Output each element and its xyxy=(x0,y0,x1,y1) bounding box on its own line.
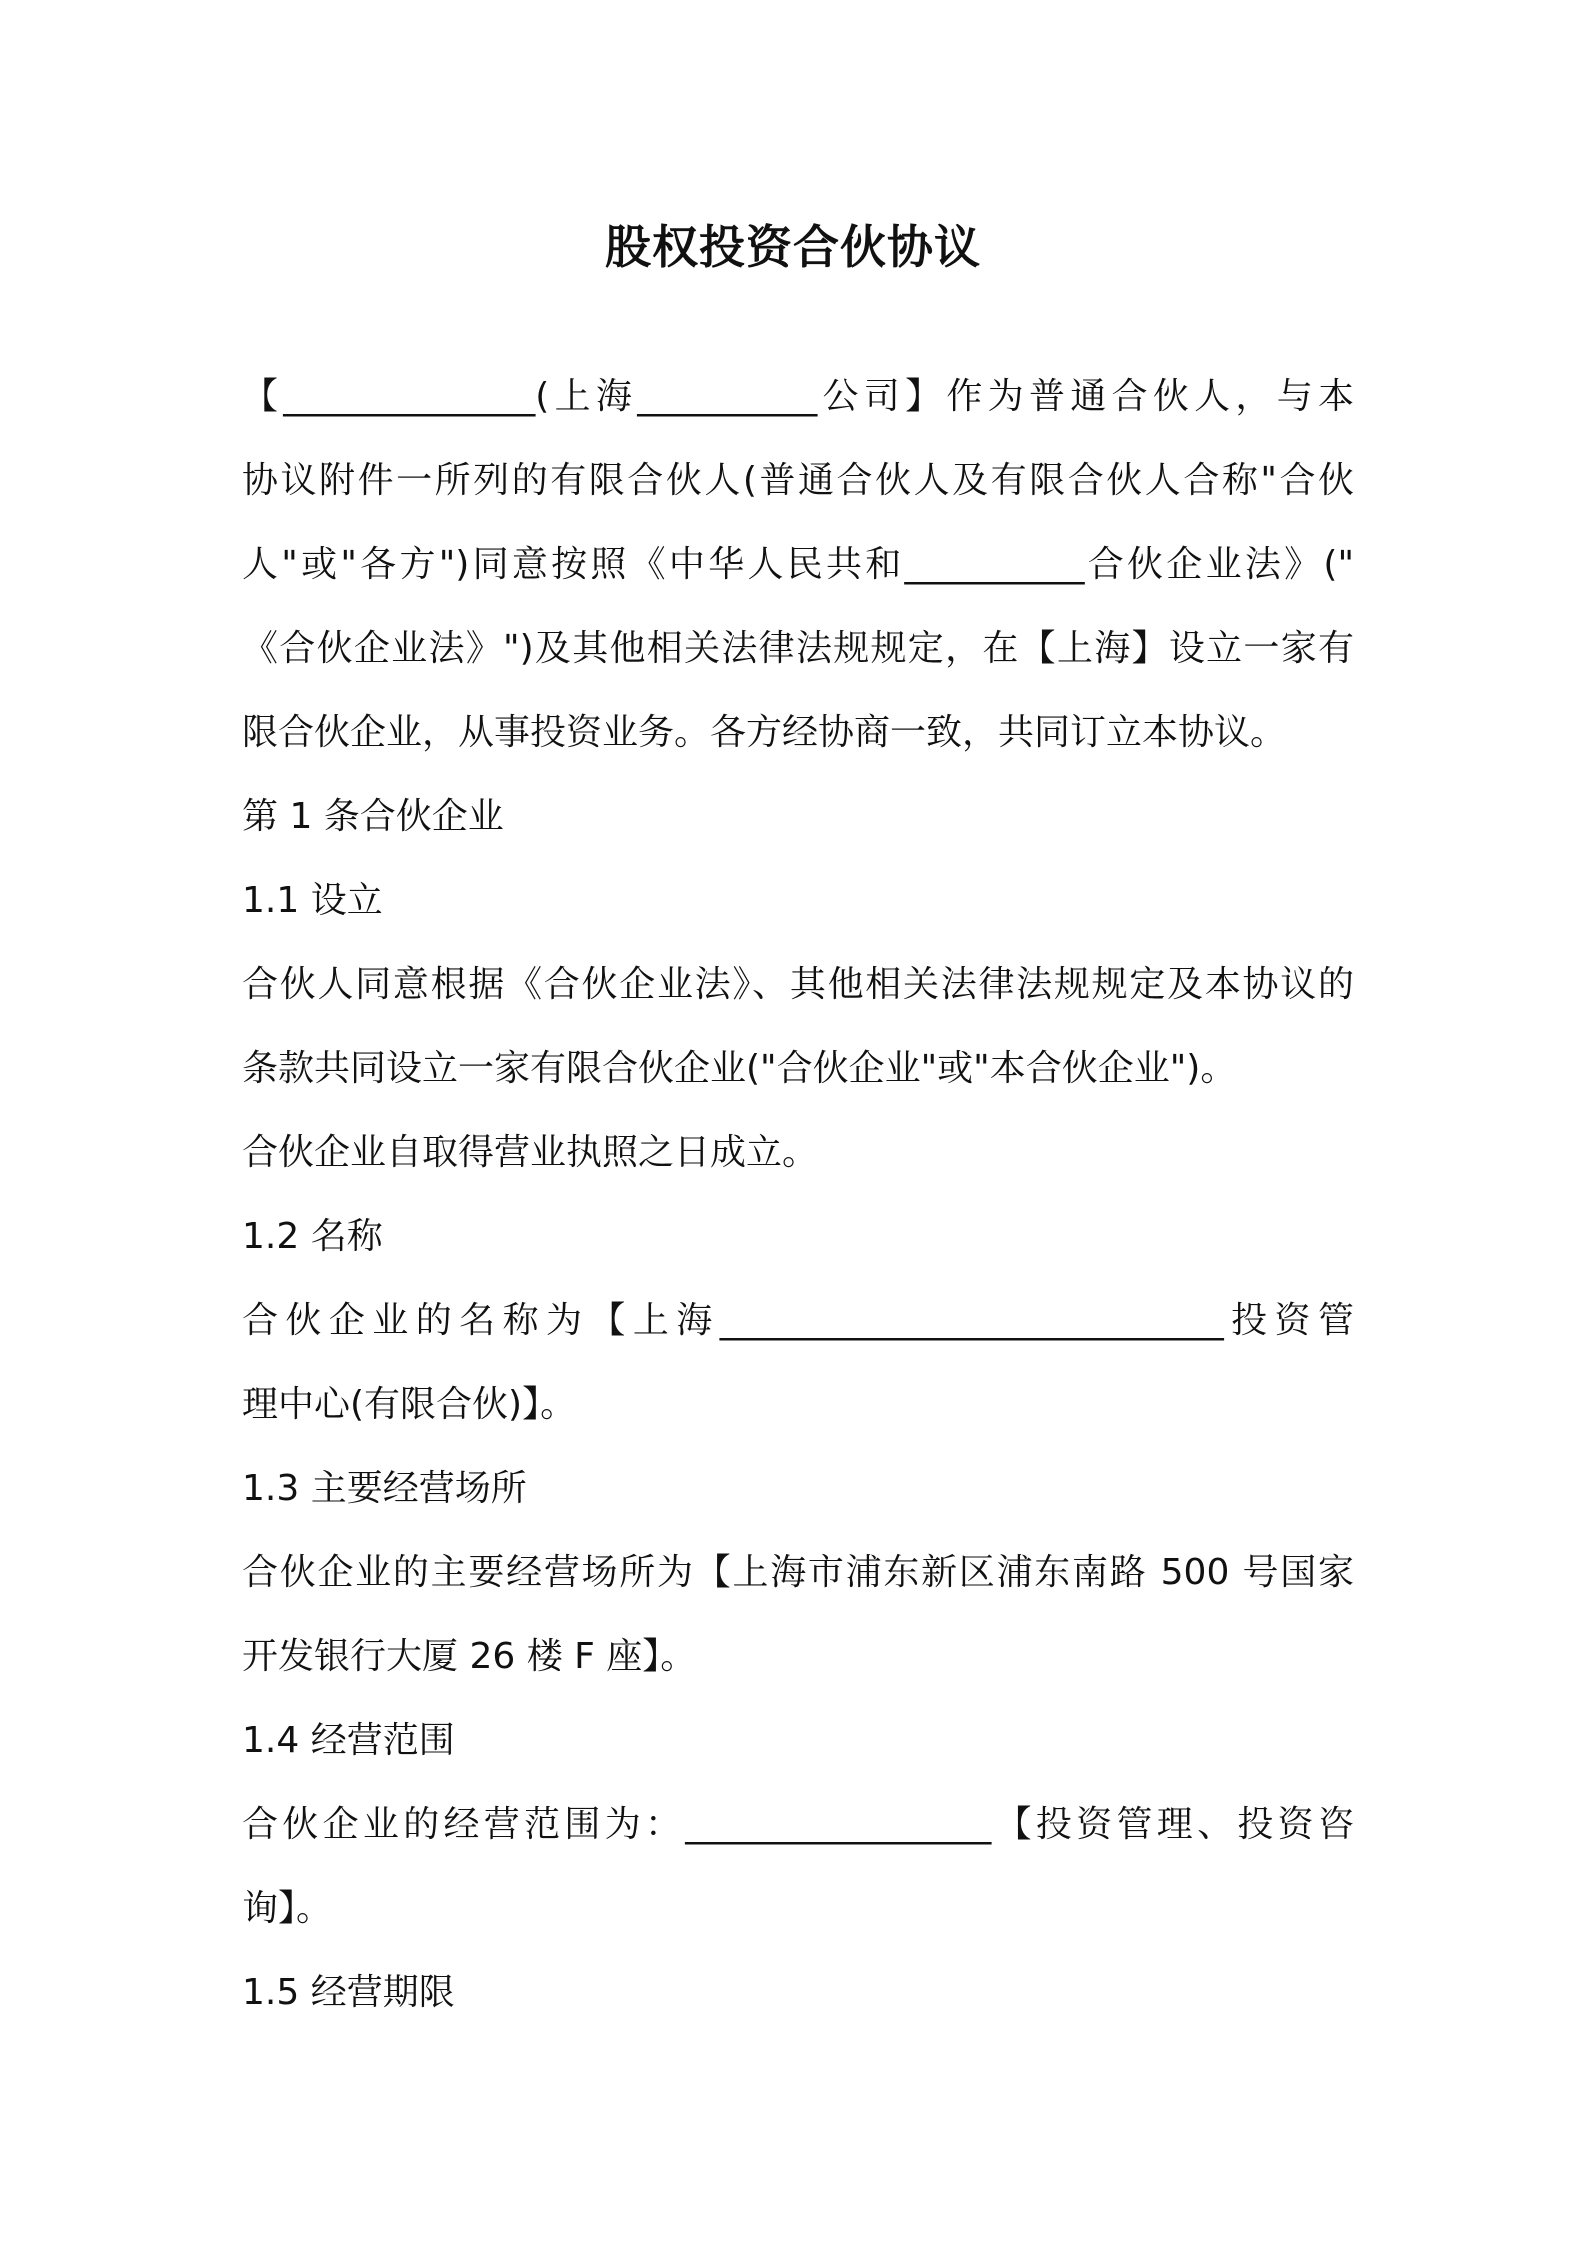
section-1-3-line-1: 合伙企业的主要经营场所为【上海市浦东新区浦东南路 500 号国家 xyxy=(242,1552,1354,1593)
section-1-1-line-3: 合伙企业自取得营业执照之日成立。 xyxy=(242,1132,819,1173)
section-1-4-heading: 1.4 经营范围 xyxy=(242,1720,455,1761)
preamble-line-1: 【______________(上海__________公司】作为普通合伙人，与本 xyxy=(242,376,1354,417)
section-1-4-line-1: 合伙企业的经营范围为：_________________【投资管理、投资咨 xyxy=(242,1804,1354,1845)
preamble-line-3: 人"或"各方")同意按照《中华人民共和__________合伙企业法》(" xyxy=(242,544,1354,585)
section-1-3-line-2: 开发银行大厦 26 楼 F 座】。 xyxy=(242,1636,697,1677)
article-1-heading: 第 1 条合伙企业 xyxy=(242,796,504,837)
section-1-1-heading: 1.1 设立 xyxy=(242,880,383,921)
section-1-2-line-2: 理中心(有限合伙)】。 xyxy=(242,1384,577,1425)
document-body xyxy=(242,355,1354,2035)
section-1-2-heading: 1.2 名称 xyxy=(242,1216,383,1257)
section-1-1-line-2: 条款共同设立一家有限合伙企业("合伙企业"或"本合伙企业")。 xyxy=(242,1048,1237,1089)
section-1-4-line-2: 询】。 xyxy=(242,1888,333,1929)
section-1-3-heading: 1.3 主要经营场所 xyxy=(242,1468,527,1509)
section-1-1-line-1: 合伙人同意根据《合伙企业法》、其他相关法律法规规定及本协议的 xyxy=(242,964,1354,1005)
section-1-5-heading: 1.5 经营期限 xyxy=(242,1972,455,2013)
preamble-line-4: 《合伙企业法》")及其他相关法律法规规定，在【上海】设立一家有 xyxy=(242,628,1354,669)
preamble-line-5: 限合伙企业，从事投资业务。各方经协商一致，共同订立本协议。 xyxy=(242,712,1287,753)
preamble-line-2: 协议附件一所列的有限合伙人(普通合伙人及有限合伙人合称"合伙 xyxy=(242,460,1354,501)
section-1-2-line-1: 合伙企业的名称为【上海____________________________投资管 xyxy=(242,1300,1354,1341)
document-title: 股权投资合伙协议 xyxy=(605,220,981,274)
